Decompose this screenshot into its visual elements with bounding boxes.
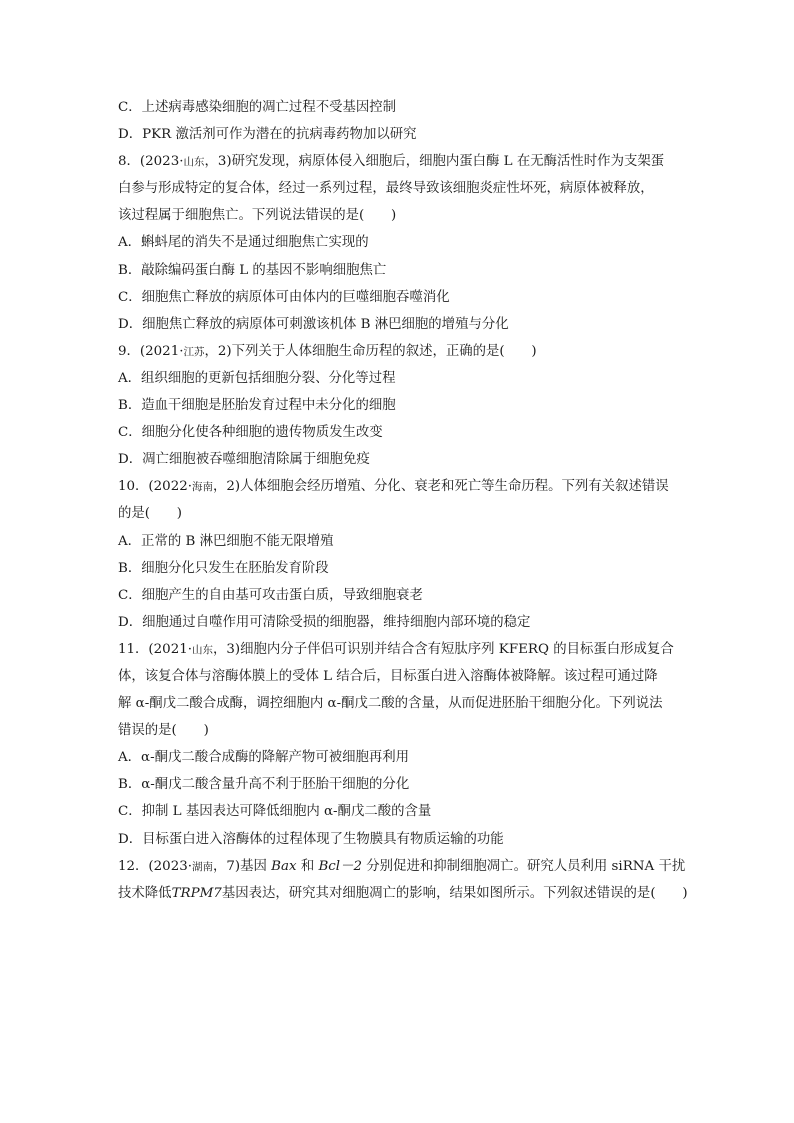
answer-option: D．目标蛋白进入溶酶体的过程体现了生物膜具有物质运输的功能	[118, 831, 504, 847]
question-text-line: 白参与形成特定的复合体，经过一系列过程，最终导致该细胞炎症性坏死，病原体被释放，	[118, 181, 654, 197]
question-text: ，2)下列关于人体细胞生命历程的叙述，正确的是( )	[204, 343, 537, 359]
question-stem-line	[118, 473, 688, 500]
question-source: 山东	[183, 156, 205, 169]
gene-bax: Bax	[271, 858, 297, 874]
q12-line-2	[118, 880, 688, 907]
answer-option: D．凋亡细胞被吞噬细胞清除属于细胞免疫	[118, 452, 370, 468]
q12-line-1	[118, 853, 688, 880]
q12-text-d: 技术降低	[118, 885, 172, 901]
question-text-line: 体，该复合体与溶酶体膜上的受体 L 结合后，目标蛋白进入溶酶体被降解。该过程可通过降	[118, 668, 658, 684]
question-text-line: 该过程属于细胞焦亡。下列说法错误的是( )	[118, 208, 397, 224]
q12-text-a: ，7)基因	[213, 858, 272, 874]
answer-option: A．组织细胞的更新包括细胞分裂、分化等过程	[118, 370, 396, 386]
answer-option: C．上述病毒感染细胞的凋亡过程不受基因控制	[118, 100, 397, 115]
question-text-line: 解 α-酮戊二酸合成酶，调控细胞内 α-酮戊二酸的含量，从而促进胚胎干细胞分化。下列说法	[118, 696, 663, 712]
question-number: 11．(2021·	[118, 641, 192, 657]
question-text: ，3)研究发现，病原体侵入细胞后，细胞内蛋白酶 L 在无酶活性时作为支架蛋	[204, 154, 665, 170]
gene-trpm7: TRPM7	[171, 885, 222, 901]
q12-text-b: 和	[296, 858, 319, 874]
answer-option: C．抑制 L 基因表达可降低细胞内 α-酮戊二酸的含量	[118, 804, 432, 820]
question-stem-line	[118, 636, 688, 663]
answer-option: C．细胞产生的自由基可攻击蛋白质，导致细胞衰老	[118, 587, 423, 603]
document-page	[118, 94, 688, 907]
question-number: 10．(2022·	[118, 479, 192, 495]
question-number: 8．(2023·	[118, 154, 184, 170]
answer-option: B．细胞分化只发生在胚胎发育阶段	[118, 560, 329, 576]
answer-option: D．细胞焦亡释放的病原体可刺激该机体 B 淋巴细胞的增殖与分化	[118, 316, 509, 332]
answer-option: C．细胞焦亡释放的病原体可由体内的巨噬细胞吞噬消化	[118, 289, 450, 305]
question-source: 江苏	[183, 345, 205, 358]
question-text: ，3)细胞内分子伴侣可识别并结合含有短肽序列 KFERQ 的目标蛋白形成复合	[213, 641, 674, 657]
answer-option: B．敲除编码蛋白酶 L 的基因不影响细胞焦亡	[118, 262, 387, 278]
q12-number: 12．(2023·	[118, 858, 192, 874]
answer-option: D．细胞通过自噬作用可清除受损的细胞器，维持细胞内部环境的稳定	[118, 614, 531, 630]
gene-bcl2: Bcl－2	[318, 858, 363, 874]
answer-option: A．α-酮戊二酸合成酶的降解产物可被细胞再利用	[118, 750, 410, 766]
question-source: 山东	[192, 643, 213, 656]
q12-text-c: 分别促进和抑制细胞凋亡。研究人员利用 siRNA 干扰	[362, 858, 686, 874]
question-text-line: 错误的是( )	[118, 723, 209, 739]
q12-text-e: 基因表达，研究其对细胞凋亡的影响，结果如图所示。下列叙述错误的是( )	[221, 885, 688, 901]
answer-option: C．细胞分化使各种细胞的遗传物质发生改变	[118, 425, 383, 441]
answer-option: D．PKR 激活剂可作为潜在的抗病毒药物加以研究	[118, 127, 417, 143]
answer-option: A．正常的 B 淋巴细胞不能无限增殖	[118, 533, 334, 549]
q12-source: 湖南	[192, 860, 213, 873]
question-number: 9．(2021·	[118, 343, 184, 359]
question-stem-line	[118, 338, 688, 365]
answer-option: B．造血干细胞是胚胎发育过程中未分化的细胞	[118, 398, 396, 414]
question-lines	[118, 94, 688, 853]
question-text: ，2)人体细胞会经历增殖、分化、衰老和死亡等生命历程。下列有关叙述错误	[213, 479, 669, 495]
answer-option: A．蝌蚪尾的消失不是通过细胞焦亡实现的	[118, 235, 369, 251]
question-stem-line	[118, 148, 688, 175]
answer-option: B．α-酮戊二酸含量升高不利于胚胎干细胞的分化	[118, 777, 410, 793]
question-text-line: 的是( )	[118, 506, 183, 522]
question-source: 海南	[192, 481, 213, 494]
